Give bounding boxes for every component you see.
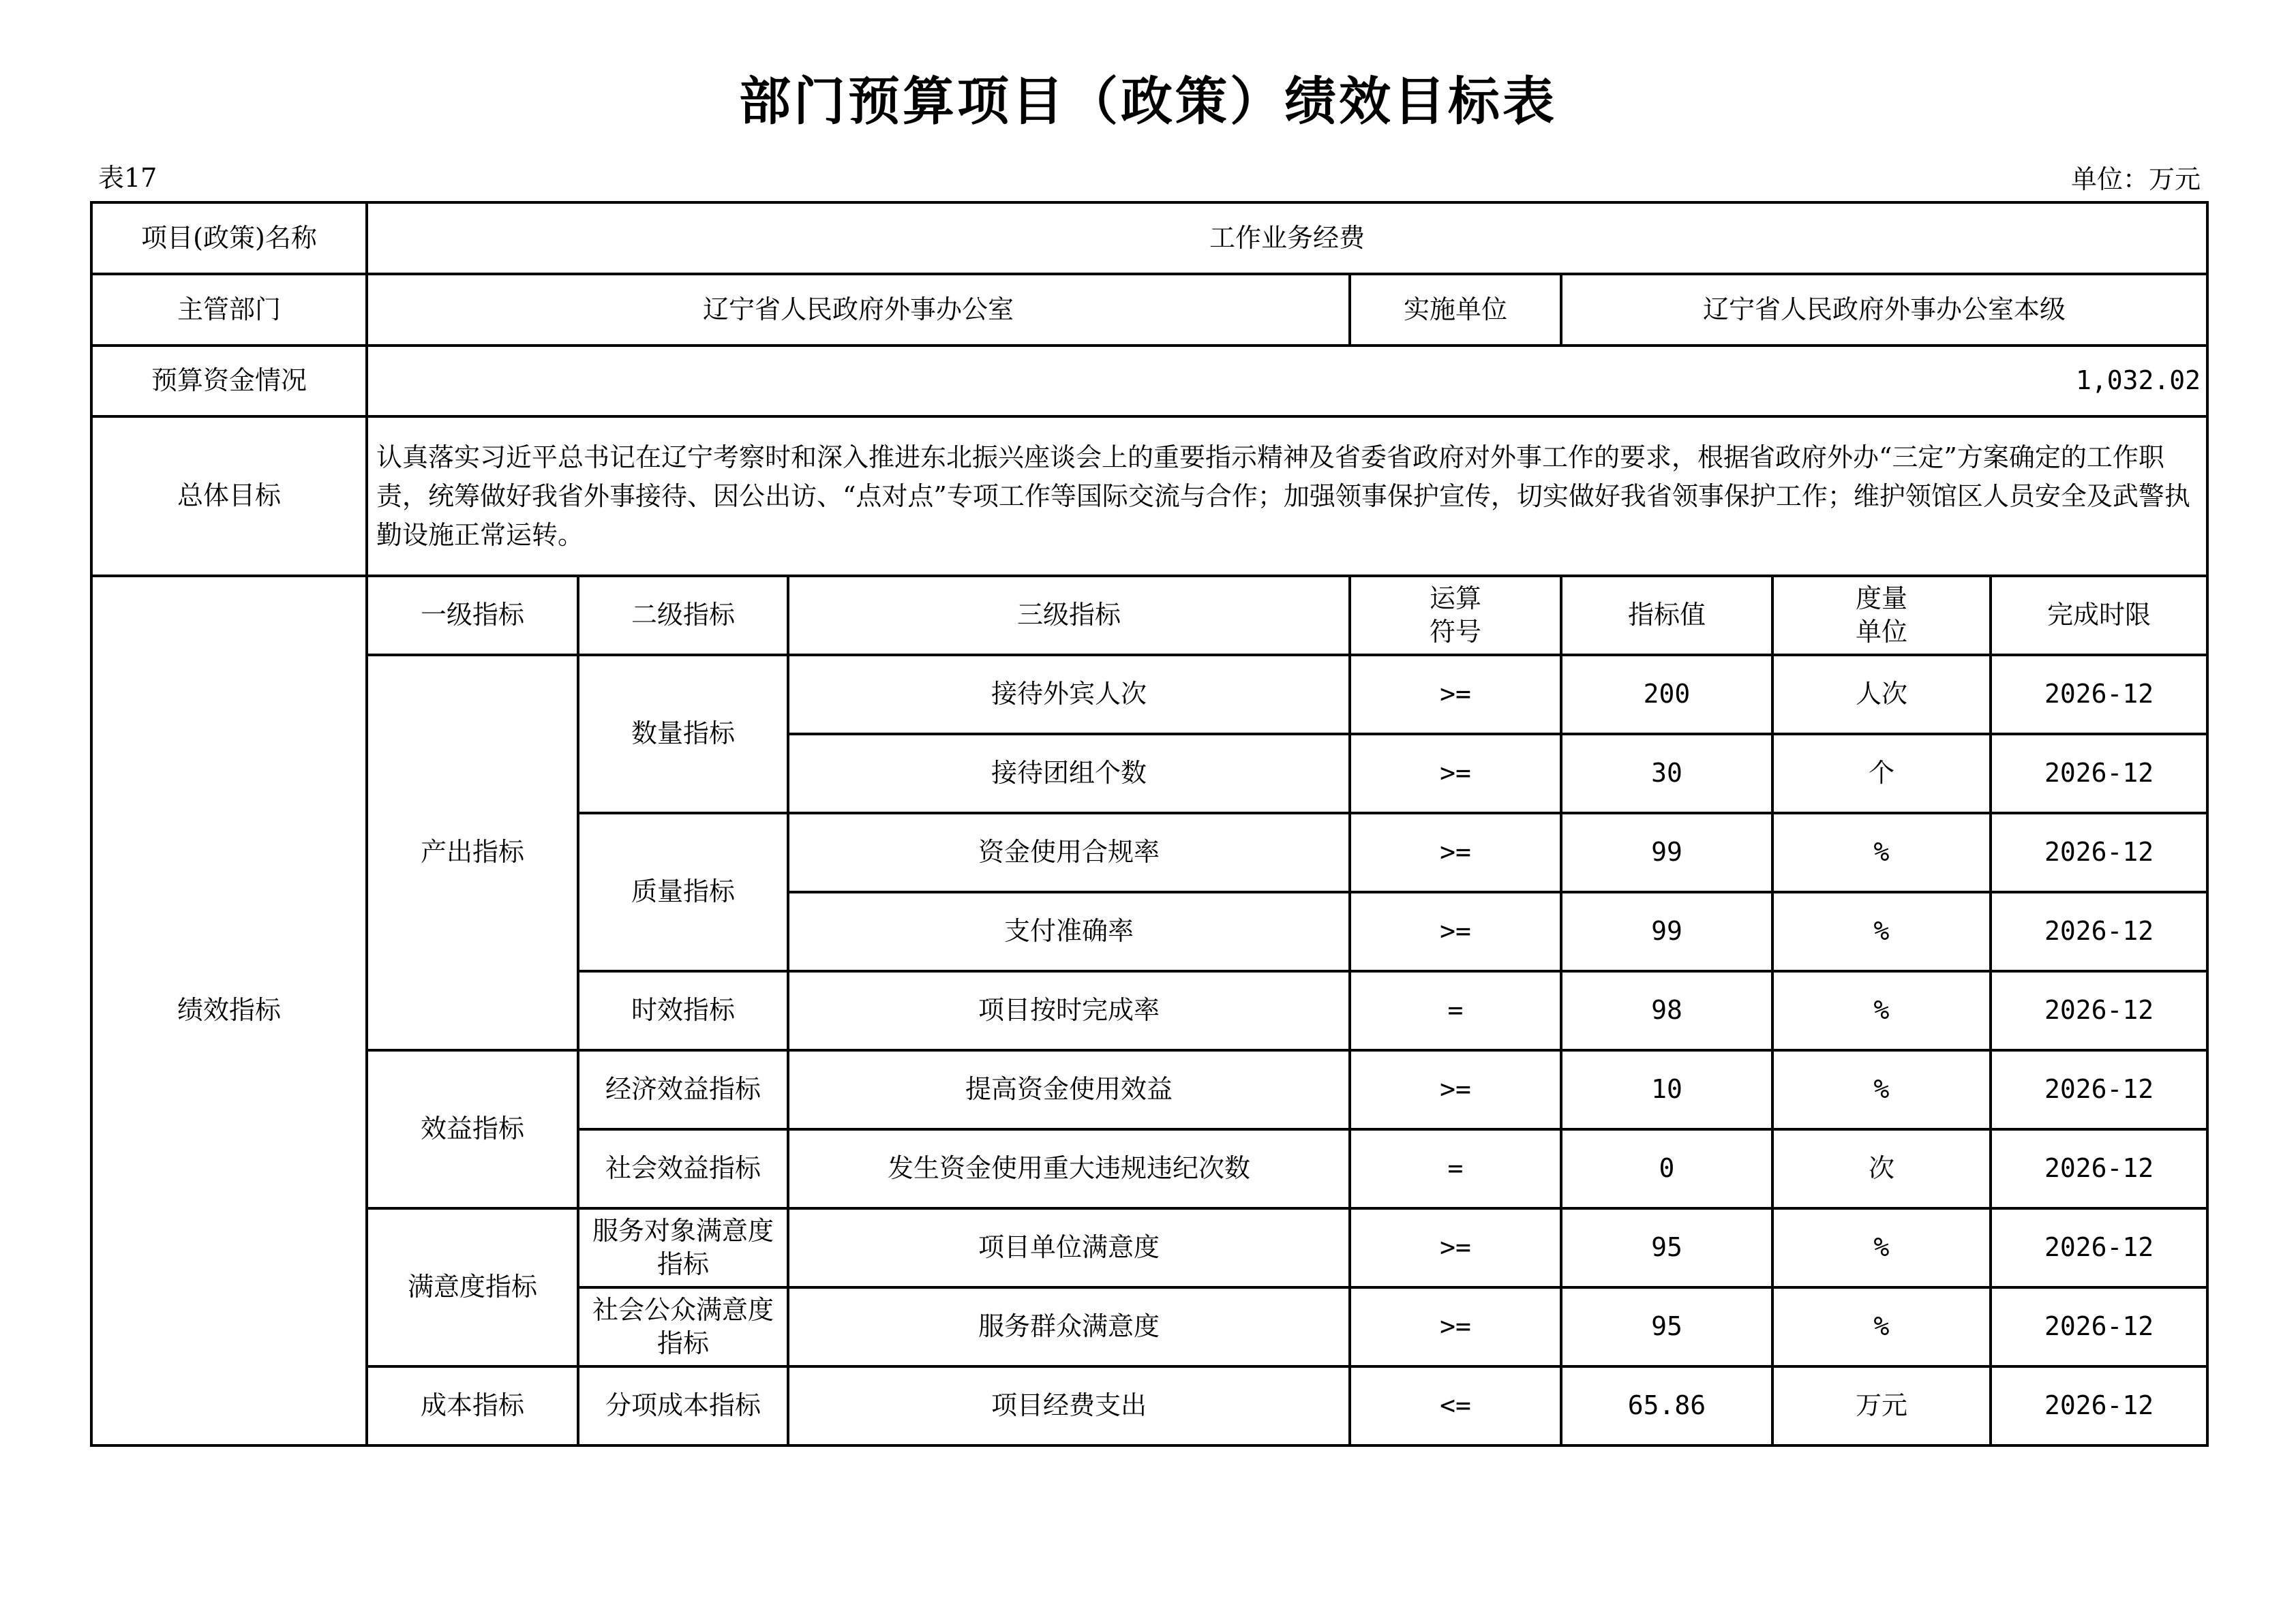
project-name-row: [91, 202, 2207, 274]
indicator-unit: 人次: [1772, 655, 1991, 734]
indicator-name: 接待团组个数: [788, 734, 1350, 813]
header-value: 指标值: [1561, 576, 1772, 655]
header-row: [91, 576, 2207, 655]
goal-label: 总体目标: [91, 416, 367, 576]
goal-row: [91, 416, 2207, 576]
level1-satisfaction: 满意度指标: [367, 1208, 578, 1366]
indicator-operator: =: [1350, 971, 1561, 1050]
indicator-name: 接待外宾人次: [788, 655, 1350, 734]
indicator-name: 提高资金使用效益: [788, 1050, 1350, 1129]
level2-service-satisfaction: 服务对象满意度指标: [578, 1208, 788, 1287]
indicator-value: 98: [1561, 971, 1772, 1050]
indicator-name: 项目单位满意度: [788, 1208, 1350, 1287]
table-number: 表17: [98, 163, 157, 193]
table-row: [91, 1050, 2207, 1129]
table-row: [91, 1366, 2207, 1445]
department-value: 辽宁省人民政府外事办公室: [367, 274, 1350, 346]
indicator-unit: 次: [1772, 1129, 1991, 1208]
indicator-unit: %: [1772, 1050, 1991, 1129]
indicator-value: 95: [1561, 1287, 1772, 1366]
implementer-value: 辽宁省人民政府外事办公室本级: [1561, 274, 2207, 346]
department-label: 主管部门: [91, 274, 367, 346]
indicator-operator: >=: [1350, 1050, 1561, 1129]
indicator-operator: >=: [1350, 813, 1561, 892]
header-level2: 二级指标: [578, 576, 788, 655]
indicator-operator: >=: [1350, 655, 1561, 734]
indicator-name: 发生资金使用重大违规违纪次数: [788, 1129, 1350, 1208]
table-row: [91, 655, 2207, 734]
indicator-value: 200: [1561, 655, 1772, 734]
indicator-value: 0: [1561, 1129, 1772, 1208]
indicator-deadline: 2026-12: [1991, 734, 2207, 813]
indicator-operator: >=: [1350, 1287, 1561, 1366]
indicator-name: 项目经费支出: [788, 1366, 1350, 1445]
indicator-operator: =: [1350, 1129, 1561, 1208]
indicator-name: 资金使用合规率: [788, 813, 1350, 892]
unit-label: 单位：万元: [2070, 164, 2201, 194]
level2-cost-item: 分项成本指标: [578, 1366, 788, 1445]
table-row: [91, 1208, 2207, 1287]
header-operator: 运算 符号: [1350, 576, 1561, 655]
indicator-unit: %: [1772, 1208, 1991, 1287]
indicator-value: 95: [1561, 1208, 1772, 1287]
indicator-deadline: 2026-12: [1991, 892, 2207, 971]
performance-indicators-label: 绩效指标: [91, 576, 367, 1445]
level2-timeliness: 时效指标: [578, 971, 788, 1050]
level1-benefit: 效益指标: [367, 1050, 578, 1208]
budget-value: 1,032.02: [367, 346, 2207, 416]
indicator-operator: >=: [1350, 892, 1561, 971]
header-deadline: 完成时限: [1991, 576, 2207, 655]
indicator-value: 99: [1561, 892, 1772, 971]
budget-label: 预算资金情况: [91, 346, 367, 416]
budget-row: [91, 346, 2207, 416]
header-level3: 三级指标: [788, 576, 1350, 655]
level1-cost: 成本指标: [367, 1366, 578, 1445]
indicator-name: 服务群众满意度: [788, 1287, 1350, 1366]
level2-quantity: 数量指标: [578, 655, 788, 813]
indicator-operator: >=: [1350, 1208, 1561, 1287]
indicator-name: 项目按时完成率: [788, 971, 1350, 1050]
header-level1: 一级指标: [367, 576, 578, 655]
project-name-label: 项目(政策)名称: [91, 202, 367, 274]
level2-economic: 经济效益指标: [578, 1050, 788, 1129]
indicator-deadline: 2026-12: [1991, 1366, 2207, 1445]
indicator-deadline: 2026-12: [1991, 1208, 2207, 1287]
indicator-unit: 万元: [1772, 1366, 1991, 1445]
indicator-deadline: 2026-12: [1991, 1050, 2207, 1129]
indicator-unit: %: [1772, 971, 1991, 1050]
indicator-deadline: 2026-12: [1991, 1129, 2207, 1208]
header-unit: 度量 单位: [1772, 576, 1991, 655]
page-title: 部门预算项目（政策）绩效目标表: [739, 71, 1557, 132]
level1-output: 产出指标: [367, 655, 578, 1050]
indicator-value: 10: [1561, 1050, 1772, 1129]
indicator-deadline: 2026-12: [1991, 1287, 2207, 1366]
indicator-value: 65.86: [1561, 1366, 1772, 1445]
indicator-unit: 个: [1772, 734, 1991, 813]
indicator-unit: %: [1772, 892, 1991, 971]
department-row: [91, 274, 2207, 346]
indicator-deadline: 2026-12: [1991, 971, 2207, 1050]
indicator-operator: >=: [1350, 734, 1561, 813]
indicator-value: 99: [1561, 813, 1772, 892]
indicator-deadline: 2026-12: [1991, 655, 2207, 734]
level2-quality: 质量指标: [578, 813, 788, 971]
performance-table: [90, 201, 2209, 1447]
project-name-value: 工作业务经费: [367, 202, 2207, 274]
implementer-label: 实施单位: [1350, 274, 1561, 346]
level2-public-satisfaction: 社会公众满意度指标: [578, 1287, 788, 1366]
indicator-unit: %: [1772, 1287, 1991, 1366]
goal-text: 认真落实习近平总书记在辽宁考察时和深入推进东北振兴座谈会上的重要指示精神及省委省政府对外事工作的要求，根据省政府外办“三定”方案确定的工作职责，统筹做好我省外事接待、因公出访、“点对点”专项工作等国际交流与合作；加强领事保护宣传，切实做好我省领事保护工作；维护领馆区人员安全及武警执勤设施正常运转。: [367, 416, 2207, 576]
indicator-value: 30: [1561, 734, 1772, 813]
indicator-operator: <=: [1350, 1366, 1561, 1445]
indicator-name: 支付准确率: [788, 892, 1350, 971]
indicator-unit: %: [1772, 813, 1991, 892]
level2-social: 社会效益指标: [578, 1129, 788, 1208]
indicator-deadline: 2026-12: [1991, 813, 2207, 892]
